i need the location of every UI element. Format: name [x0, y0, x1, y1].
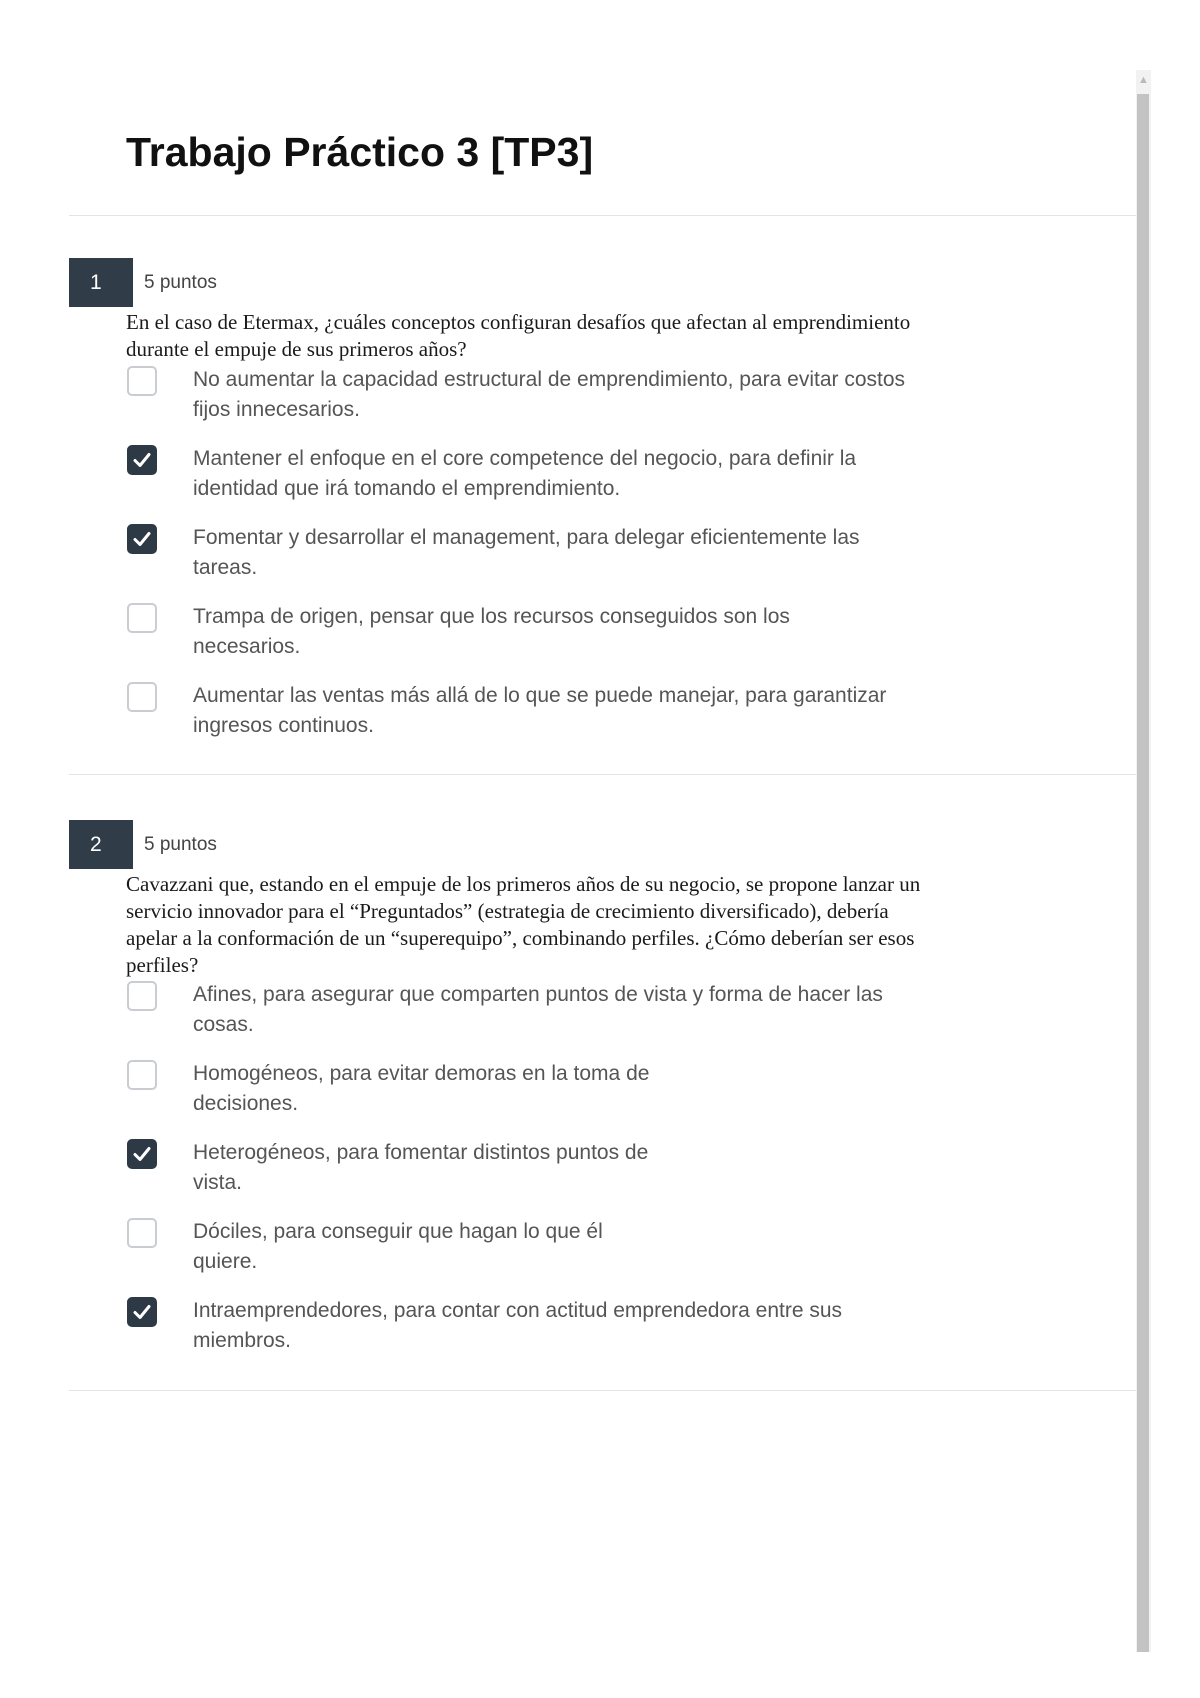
question-number-badge: 1 [69, 258, 133, 307]
question-points: 5 puntos [144, 834, 217, 855]
answer-option[interactable] [126, 980, 1086, 1044]
answer-option[interactable] [126, 1217, 1086, 1281]
header-divider [69, 215, 1137, 216]
checkbox-unchecked[interactable] [127, 1060, 157, 1090]
answer-option[interactable] [126, 681, 1086, 745]
label-line: tareas. [193, 556, 258, 579]
question-text-line: En el caso de Etermax, ¿cuáles conceptos configuran desafíos que afectan al emprendimiento [126, 310, 911, 334]
answer-option[interactable] [126, 1138, 1086, 1202]
label-line: miembros. [193, 1329, 292, 1352]
answer-option-label [193, 980, 883, 1040]
label-line: Homogéneos, para evitar demoras en la toma de [193, 1062, 650, 1085]
question-text-line: servicio innovador para el “Preguntados” (estrategia de crecimiento diversificado), debería [126, 899, 889, 923]
label-line: Aumentar las ventas más allá de lo que se puede manejar, para garantizar [193, 684, 887, 707]
checkbox-checked[interactable] [127, 1139, 157, 1169]
vertical-scrollbar[interactable] [1136, 70, 1151, 1652]
question-text-line: apelar a la conformación de un “superequipo”, combinando perfiles. ¿Cómo deberían ser esos [126, 926, 915, 950]
label-line: cosas. [193, 1013, 254, 1036]
label-line: Fomentar y desarrollar el management, para delegar eficientemente las [193, 526, 860, 549]
checkbox-unchecked[interactable] [127, 366, 157, 396]
check-icon [133, 452, 151, 468]
question-divider [69, 1390, 1137, 1391]
checkbox-unchecked[interactable] [127, 981, 157, 1011]
check-icon [133, 531, 151, 547]
checkbox-unchecked[interactable] [127, 603, 157, 633]
label-line: Afines, para asegurar que comparten puntos de vista y forma de hacer las [193, 983, 883, 1006]
question-points: 5 puntos [144, 272, 217, 293]
label-line: No aumentar la capacidad estructural de emprendimiento, para evitar costos [193, 368, 906, 391]
answer-option[interactable] [126, 523, 1086, 587]
scroll-up-arrow-icon[interactable]: ▲ [1138, 74, 1149, 86]
label-line: ingresos continuos. [193, 714, 374, 737]
answer-option[interactable] [126, 444, 1086, 508]
answer-option-label [193, 681, 886, 741]
checkbox-unchecked[interactable] [127, 1218, 157, 1248]
label-line: necesarios. [193, 635, 301, 658]
label-line: Mantener el enfoque en el core competence del negocio, para definir la [193, 447, 857, 470]
checkbox-checked[interactable] [127, 445, 157, 475]
label-line: Trampa de origen, pensar que los recursos conseguidos son los [193, 605, 790, 628]
answer-option-label [193, 1296, 842, 1356]
check-icon [133, 1146, 151, 1162]
checkbox-checked[interactable] [127, 1297, 157, 1327]
label-line: Dóciles, para conseguir que hagan lo que él [193, 1220, 603, 1243]
answer-option-label [193, 1059, 649, 1119]
question-text-line: perfiles? [126, 953, 199, 977]
label-line: quiere. [193, 1250, 258, 1273]
checkbox-unchecked[interactable] [127, 682, 157, 712]
label-line: Intraemprendedores, para contar con actitud emprendedora entre sus [193, 1299, 843, 1322]
checkbox-checked[interactable] [127, 524, 157, 554]
answer-option-label [193, 602, 790, 662]
label-line: vista. [193, 1171, 243, 1194]
check-icon [133, 1304, 151, 1320]
label-line: Heterogéneos, para fomentar distintos puntos de [193, 1141, 649, 1164]
answer-option[interactable] [126, 1296, 1086, 1360]
scrollbar-thumb[interactable] [1137, 94, 1149, 1652]
answer-option-label [193, 1138, 648, 1198]
answer-option-label [193, 365, 905, 425]
answer-option[interactable] [126, 1059, 1086, 1123]
answer-option-label [193, 523, 860, 583]
label-line: fijos innecesarios. [193, 398, 360, 421]
question-text-line: Cavazzani que, estando en el empuje de los primeros años de su negocio, se propone lanzar un [126, 872, 921, 896]
question-text [126, 871, 1081, 979]
answer-option[interactable] [126, 602, 1086, 666]
question-divider [69, 774, 1137, 775]
page-title: Trabajo Práctico 3 [TP3] [126, 129, 594, 175]
answer-option-label [193, 1217, 603, 1277]
question-number-badge: 2 [69, 820, 133, 869]
answer-option-label [193, 444, 856, 504]
question-text [126, 309, 1081, 363]
answer-option[interactable] [126, 365, 1086, 429]
question-text-line: durante el empuje de sus primeros años? [126, 337, 467, 361]
label-line: decisiones. [193, 1092, 299, 1115]
label-line: identidad que irá tomando el emprendimiento. [193, 477, 621, 500]
